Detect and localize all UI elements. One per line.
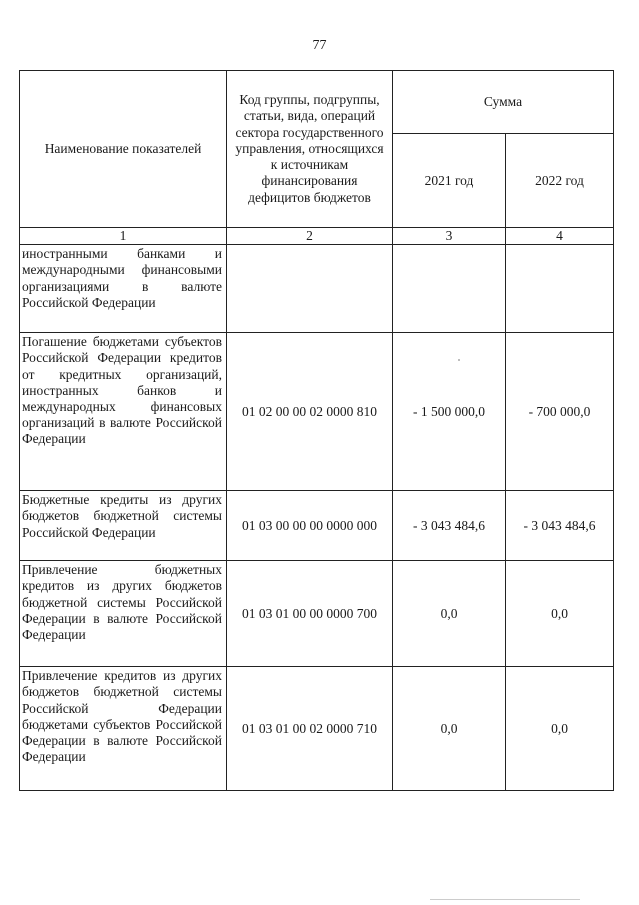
scan-speck bbox=[458, 359, 460, 361]
row-name: Погашение бюджетами субъектов Российской Федерации кредитов от кредитных организаций, иностранных банков и международных финансовых организаций в валюте Российской Федерации bbox=[20, 333, 227, 491]
column-index: 2 bbox=[227, 228, 393, 245]
column-index: 1 bbox=[20, 228, 227, 245]
header-name: Наименование показателей bbox=[20, 71, 227, 228]
row-value-2022: - 700 000,0 bbox=[506, 333, 614, 491]
header-sum: Сумма bbox=[393, 71, 614, 134]
header-code: Код группы, подгруппы, статьи, вида, операций сектора государственного управления, относящихся к источникам финансирования дефицитов бюджетов bbox=[227, 71, 393, 228]
row-value-2022 bbox=[506, 245, 614, 333]
row-code: 01 03 01 00 02 0000 710 bbox=[227, 667, 393, 791]
row-value-2021: - 1 500 000,0 bbox=[393, 333, 506, 491]
row-name: Привлечение кредитов из других бюджетов бюджетной системы Российской Федерации бюджетами субъектов Российской Федерации в валюте Российской Федерации bbox=[20, 667, 227, 791]
scan-edge-line bbox=[430, 899, 580, 900]
header-year-2021: 2021 год bbox=[393, 134, 506, 228]
table-row bbox=[20, 491, 614, 561]
table-row bbox=[20, 245, 614, 333]
row-name: Бюджетные кредиты из других бюджетов бюджетной системы Российской Федерации bbox=[20, 491, 227, 561]
row-value-2021: 0,0 bbox=[393, 667, 506, 791]
header-year-2022: 2022 год bbox=[506, 134, 614, 228]
column-index: 4 bbox=[506, 228, 614, 245]
row-value-2021: 0,0 bbox=[393, 561, 506, 667]
row-code: 01 03 00 00 00 0000 000 bbox=[227, 491, 393, 561]
row-code bbox=[227, 245, 393, 333]
table-row bbox=[20, 667, 614, 791]
row-value-2022: 0,0 bbox=[506, 667, 614, 791]
page-number: 77 bbox=[312, 38, 327, 53]
row-name: иностранными банками и международными финансовыми организациями в валюте Российской Федерации bbox=[20, 245, 227, 333]
row-value-2022: 0,0 bbox=[506, 561, 614, 667]
row-name: Привлечение бюджетных кредитов из других бюджетов бюджетной системы Российской Федерации в валюте Российской Федерации bbox=[20, 561, 227, 667]
row-code: 01 02 00 00 02 0000 810 bbox=[227, 333, 393, 491]
column-index: 3 bbox=[393, 228, 506, 245]
row-value-2022: - 3 043 484,6 bbox=[506, 491, 614, 561]
row-code: 01 03 01 00 00 0000 700 bbox=[227, 561, 393, 667]
table-row bbox=[20, 561, 614, 667]
row-value-2021 bbox=[393, 245, 506, 333]
budget-sources-table bbox=[19, 70, 614, 791]
table-row bbox=[20, 333, 614, 491]
column-index-row bbox=[20, 228, 614, 245]
row-value-2021: - 3 043 484,6 bbox=[393, 491, 506, 561]
